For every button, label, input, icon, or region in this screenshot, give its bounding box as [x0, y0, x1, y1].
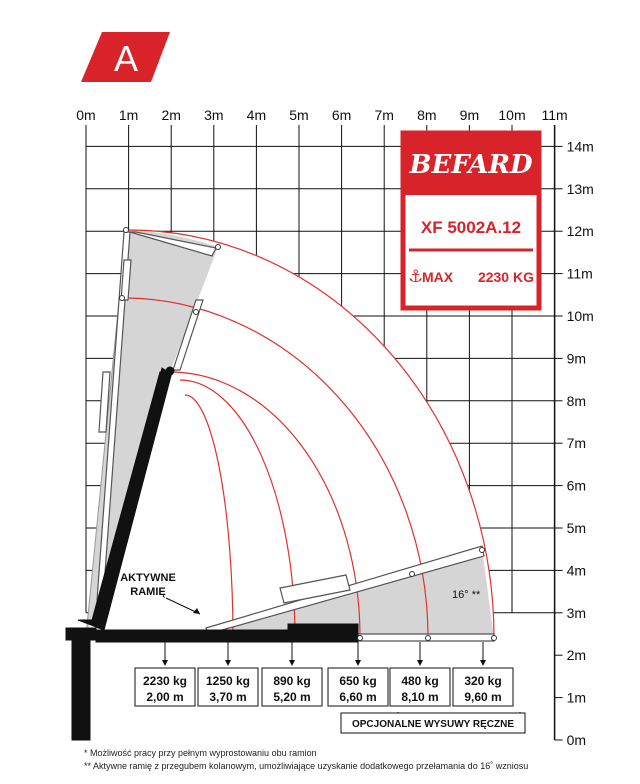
x-tick-label: 3m	[204, 107, 224, 123]
x-tick-label: 5m	[289, 107, 309, 123]
brand-panel	[403, 133, 539, 308]
x-tick-label: 2m	[161, 107, 181, 123]
x-tick-label: 9m	[459, 107, 480, 123]
x-tick-label: 11m	[541, 107, 568, 123]
y-tick-label: 8m	[566, 392, 587, 409]
model-name: XF 5002A.12	[420, 218, 522, 237]
x-tick-label: 10m	[498, 107, 526, 123]
angle-zero-label: 0°*	[92, 617, 107, 629]
footnote-1: * Możliwość pracy przy pełnym wyprostowaniu obu ramion	[84, 748, 317, 758]
y-tick-label: 11m	[566, 265, 593, 282]
load-reach: 2,00 m	[146, 690, 184, 704]
y-tick-label: 2m	[566, 647, 587, 664]
load-box	[262, 668, 322, 706]
y-tick-label: 6m	[566, 477, 587, 494]
x-tick-label: 8m	[417, 107, 437, 123]
y-tick-label: 13m	[566, 180, 594, 197]
active-arm-line2: RAMIĘ	[130, 586, 166, 598]
x-axis-labels	[76, 107, 567, 123]
y-tick-label: 9m	[566, 350, 587, 367]
y-tick-label: 7m	[566, 435, 587, 452]
footnote-2: ** Aktywne ramię z przegubem kolanowym, umożliwiające uzyskanie dodatkowego przełamania do 16˚ wzniosu	[84, 761, 529, 771]
y-axis-labels	[555, 138, 594, 748]
y-tick-label: 1m	[566, 689, 587, 706]
y-tick-label: 5m	[566, 520, 587, 536]
max-label: MAX	[422, 269, 454, 285]
load-drop-lines	[162, 642, 486, 666]
angle-sixteen-label: 16° **	[452, 589, 481, 601]
load-kg: 2230 kg	[142, 674, 188, 688]
badge-letter: A	[113, 38, 139, 79]
manual-extensions-label: OPCJONALNE WYSUWY RĘCZNE	[351, 719, 515, 730]
load-table	[135, 668, 513, 706]
load-kg: 890 kg	[273, 674, 311, 688]
y-tick-label: 0m	[566, 732, 587, 748]
y-tick-label: 4m	[566, 562, 587, 579]
active-arm-line1: AKTYWNE	[120, 572, 176, 584]
x-tick-label: 6m	[331, 107, 352, 123]
max-value: 2230 KG	[477, 269, 534, 285]
load-box	[328, 668, 388, 706]
y-tick-label: 12m	[566, 223, 594, 240]
load-kg: 1250 kg	[205, 674, 251, 688]
load-reach: 3,70 m	[209, 690, 247, 704]
x-tick-label: 7m	[374, 107, 394, 123]
load-reach: 5,20 m	[273, 690, 311, 704]
load-box	[198, 668, 258, 706]
y-tick-label: 10m	[566, 308, 594, 324]
y-tick-label: 3m	[566, 604, 587, 621]
load-box	[390, 668, 450, 706]
load-kg: 650 kg	[339, 674, 377, 688]
load-box	[453, 668, 513, 706]
load-box	[135, 668, 195, 706]
load-reach: 6,60 m	[339, 690, 377, 704]
brand-logo: BEFARD	[409, 150, 533, 180]
load-kg: 320 kg	[464, 674, 502, 688]
load-reach: 8,10 m	[401, 690, 439, 704]
manual-extensions	[341, 712, 525, 733]
chart-badge	[81, 32, 170, 82]
x-tick-label: 4m	[246, 107, 267, 123]
x-tick-label: 1m	[118, 107, 139, 123]
load-reach: 9,60 m	[464, 690, 502, 704]
y-tick-label: 14m	[566, 138, 594, 155]
load-kg: 480 kg	[401, 674, 439, 688]
x-tick-label: 0m	[76, 107, 96, 123]
hook-icon: ⚓	[408, 267, 424, 287]
